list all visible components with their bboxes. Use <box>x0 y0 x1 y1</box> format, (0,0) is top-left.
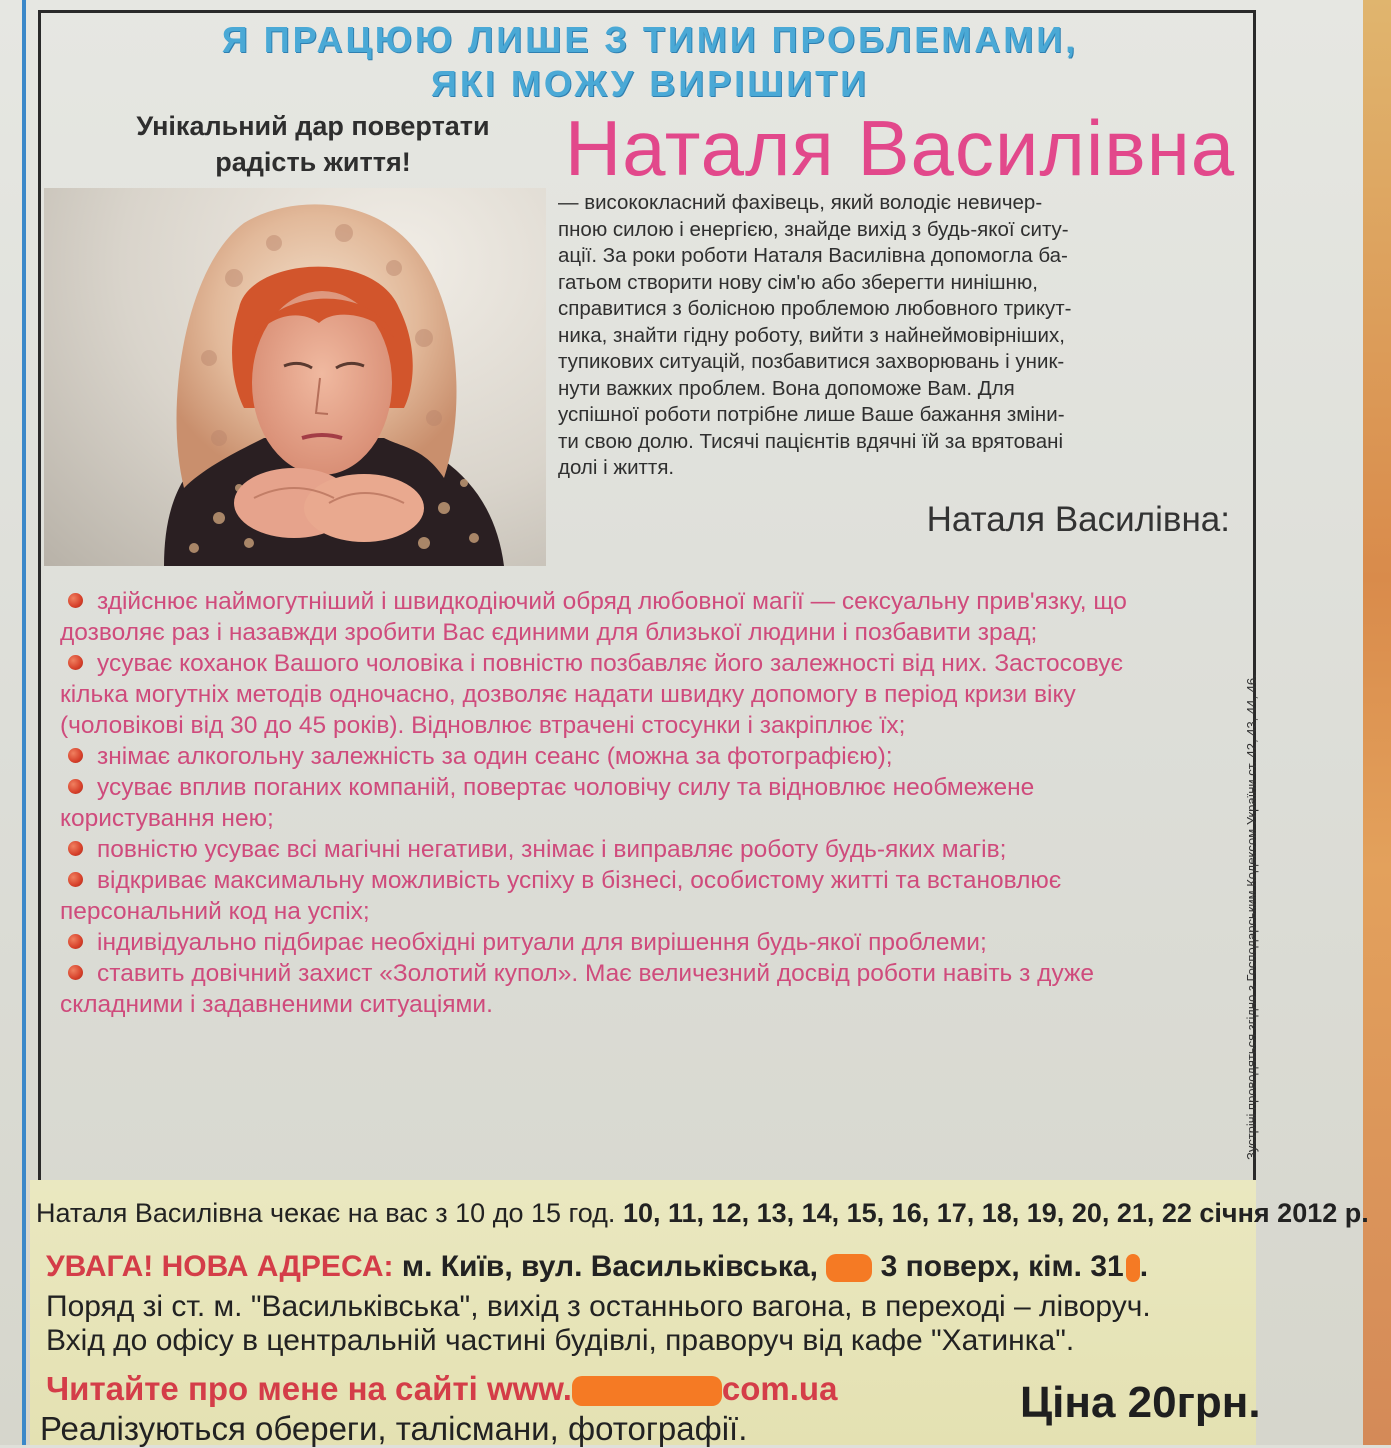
address-street: м. Київ, вул. Васильківська, <box>401 1250 818 1283</box>
bullet-icon <box>68 593 83 608</box>
publisher-imprint <box>1262 45 1274 1425</box>
bullet-icon <box>68 872 83 887</box>
bio-line: долі і життя. <box>558 456 675 479</box>
amulets-line: Реалізуються обереги, талісмани, фотографії. <box>40 1410 748 1447</box>
service-text: повністю усуває всі магічні негативи, знімає і виправляє роботу будь-яких магів; <box>97 836 1007 863</box>
bio-line: — висококласний фахівець, який володіє невичер- <box>558 191 1043 214</box>
headline-line-1: Я ПРАЦЮЮ ЛИШЕ З ТИМИ ПРОБЛЕМАМИ, <box>221 19 1079 60</box>
service-item <box>60 834 1190 865</box>
bio-line: тупикових ситуацій, позбавитися захворювань і уник- <box>558 350 1065 373</box>
service-text: усуває коханок Вашого чоловіка і повністю позбавляє його залежності від них. Застосовує кілька могутніх методів одночасно, дозволяє надати швидку допомогу в період кризи віку (чоловікові від 30 до 45 років). Відновлює втрачені стосунки і закріплює їх; <box>60 650 1124 739</box>
bio-line: ника, знайти гідну роботу, вийти з найнеймовірніших, <box>558 323 1065 347</box>
bio-line: гатьом створити нову сім'ю або зберегти нинішню, <box>558 270 1038 294</box>
portrait-illustration <box>44 188 546 566</box>
legal-side-note: Зустрічі проводяться згідно з Господарським Кодексом України ст. 42, 43, 44, 46. <box>1244 674 1259 1160</box>
service-item <box>60 648 1190 741</box>
service-item <box>60 865 1190 927</box>
bullet-icon <box>68 841 83 856</box>
tagline <box>78 108 548 180</box>
bio-line: ації. За роки роботи Наталя Василівна допомогла ба- <box>558 244 1068 267</box>
services-heading: Наталя Василівна: <box>926 500 1230 539</box>
bio-line: нути важких проблем. Вона допоможе Вам. Для <box>558 376 1015 400</box>
bullet-icon <box>68 655 83 670</box>
bio-paragraph <box>558 190 1233 482</box>
service-text: здійснює наймогутніший і швидкодіючий обряд любовної магії — сексуальну прив'язку, що дозволяє раз і назавжди зробити Вас єдиними для близької людини і позбавити зрад; <box>60 588 1127 646</box>
schedule-dates: 10, 11, 12, 13, 14, 15, 16, 17, 18, 19, 20, 21, 22 січня 2012 р. <box>622 1198 1369 1228</box>
bio-line: справитися з болісною проблемою любовного трикут- <box>558 297 1072 320</box>
redaction-mark <box>826 1254 872 1282</box>
website-prefix: Читайте про мене на сайті www. <box>46 1370 572 1407</box>
schedule-line <box>36 1198 1369 1229</box>
service-item <box>60 586 1190 648</box>
bio-line: пною силою і енергією, знайде вихід з будь-якої ситу- <box>558 217 1069 241</box>
service-item <box>60 741 1190 772</box>
service-text: усуває вплив поганих компаній, повертає чоловічу силу та відновлює необмежене користування нею; <box>60 774 1035 832</box>
bullet-icon <box>68 934 83 949</box>
left-column-rule <box>22 0 26 1445</box>
bio-line: ти свою долю. Тисячі пацієнтів вдячні їй за врятовані <box>558 429 1063 453</box>
service-text: знімає алкогольну залежність за один сеанс (можна за фотографією); <box>97 743 893 770</box>
bullet-icon <box>68 965 83 980</box>
headline <box>70 18 1230 106</box>
service-text: відкриває максимальну можливість успіху в бізнесі, особистому житті та встановлює персональний код на успіх; <box>60 867 1062 925</box>
address-line: УВАГА! НОВА АДРЕСА: м. Київ, вул. Васильківська, 3 поверх, кім. 31 . <box>46 1250 1149 1283</box>
bullet-icon <box>68 748 83 763</box>
portrait-photo <box>44 188 546 566</box>
price: Ціна 20грн. <box>1020 1378 1261 1427</box>
redaction-mark <box>1126 1254 1140 1282</box>
address-warning: УВАГА! НОВА АДРЕСА: <box>46 1250 394 1283</box>
services-list <box>60 586 1190 1020</box>
headline-line-2: ЯКІ МОЖУ ВИРІШИТИ <box>431 63 869 104</box>
schedule-prefix: Наталя Василівна чекає на вас з 10 до 15 год. <box>36 1198 616 1228</box>
service-text: ставить довічний захист «Золотий купол». Має величезний досвід роботи навіть з дуже складними і задавненими ситуаціями. <box>60 960 1094 1018</box>
address-floor-room: 3 поверх, кім. 31 <box>880 1250 1124 1283</box>
service-item <box>60 927 1190 958</box>
tagline-line-2: радість життя! <box>215 147 411 177</box>
website-line <box>46 1370 837 1408</box>
service-text: індивідуально підбирає необхідні ритуали для вирішення будь-якої проблеми; <box>97 929 987 956</box>
practitioner-name: Наталя Василівна <box>564 104 1236 192</box>
bio-line: успішної роботи потрібне лише Ваше бажання зміни- <box>558 403 1065 426</box>
directions-line-1: Поряд зі ст. м. "Васильківська", вихід з останнього вагона, в переході – ліворуч. <box>46 1290 1151 1323</box>
website-suffix: com.ua <box>721 1370 838 1407</box>
tagline-line-1: Унікальний дар повертати <box>136 111 490 141</box>
service-item <box>60 958 1190 1020</box>
redaction-mark <box>572 1376 722 1406</box>
service-item <box>60 772 1190 834</box>
bullet-icon <box>68 779 83 794</box>
directions-line-2: Вхід до офісу в центральній частині будівлі, праворуч від кафе "Хатинка". <box>46 1324 1075 1357</box>
